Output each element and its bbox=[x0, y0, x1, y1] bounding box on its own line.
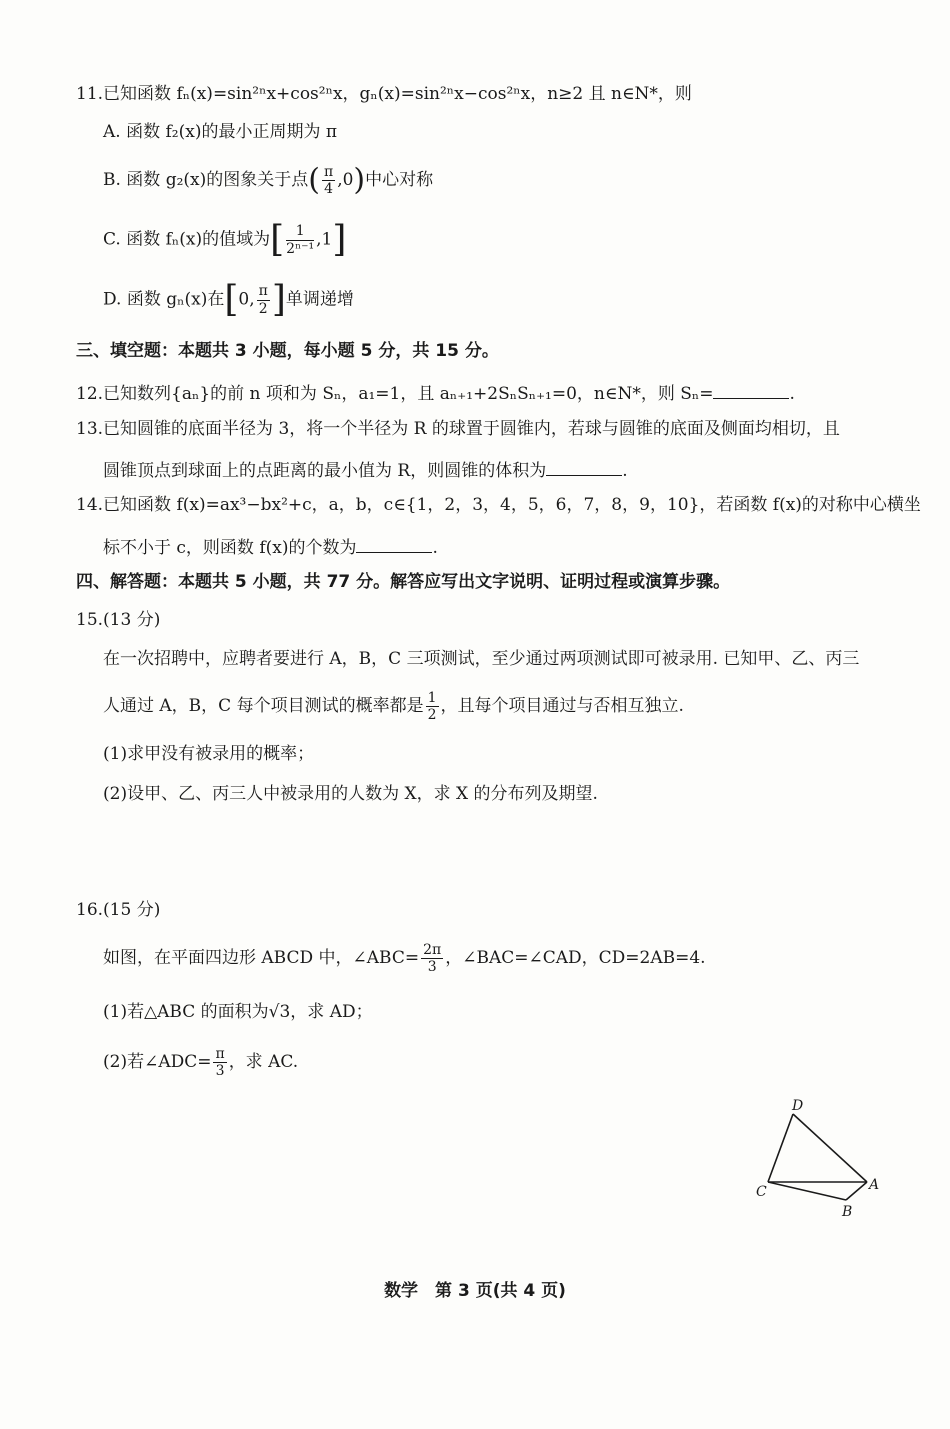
q13-answer-blank[interactable] bbox=[546, 459, 622, 476]
q11-option-b: B. 函数 g₂(x)的图象关于点( $\frac{\pi}{4}$ ,0)中心对称 bbox=[103, 162, 434, 198]
edge-cb bbox=[768, 1182, 846, 1200]
q16-paragraph: 如图，在平面四边形 ABCD 中，∠ABC= $\frac{2\pi}{3}$ ，∠BAC=∠CAD，CD=2AB=4. bbox=[103, 942, 706, 976]
section-3-heading: 三、填空题：本题共 3 小题，每小题 5 分，共 15 分。 bbox=[76, 341, 499, 361]
q11-option-b-text: B. 函数 g₂(x)的图象关于点 bbox=[103, 170, 309, 191]
q13-line2: 圆锥顶点到球面上的点距离的最小值为 R，则圆锥的体积为 . bbox=[103, 461, 628, 481]
q16-subquestion-2: (2)若∠ADC= $\frac{\pi}{3}$ ，求 AC. bbox=[103, 1046, 299, 1080]
q16-subquestion-1: (1)若△ABC 的面积为√3，求 AD； bbox=[103, 1002, 373, 1022]
q16-subquestion-2-fraction: $\frac{\pi}{3}$ bbox=[215, 1046, 225, 1080]
q14-line1: 14.已知函数 f(x)=ax³−bx²+c，a，b，c∈{1，2，3，4，5，6，7，8，9，10}，若函数 f(x)的对称中心横坐 bbox=[76, 495, 921, 515]
q14-line2: 标不小于 c，则函数 f(x)的个数为 . bbox=[103, 538, 438, 558]
edge-ba bbox=[846, 1182, 867, 1200]
q15-paragraph-line2: 人通过 A，B，C 每个项目测试的概率都是 $\frac{1}{2}$ ，且每个项目通过与否相互独立. bbox=[103, 690, 684, 724]
q16-heading: 16.(15 分) bbox=[76, 900, 161, 920]
q15-fraction: $\frac{1}{2}$ bbox=[427, 690, 437, 724]
q11-option-b-fraction: $\frac{\pi}{4}$ bbox=[323, 164, 334, 198]
section-4-heading: 四、解答题：本题共 5 小题，共 77 分。解答应写出文字说明、证明过程或演算步骤。 bbox=[76, 572, 731, 592]
q15-paragraph-line1: 在一次招聘中，应聘者要进行 A，B，C 三项测试，至少通过两项测试即可被录用. 已知甲、乙、丙三 bbox=[103, 649, 860, 669]
q15-heading: 15.(13 分) bbox=[76, 610, 161, 630]
q12-text: 12.已知数列{aₙ}的前 n 项和为 Sₙ，a₁=1，且 aₙ₊₁+2SₙSₙ₊₁=0，n∈N*，则 Sₙ= . bbox=[76, 384, 795, 404]
q14-answer-blank[interactable] bbox=[356, 536, 432, 553]
vertex-label-c: C bbox=[756, 1184, 767, 1200]
page-footer: 数学 第 3 页(共 4 页) bbox=[384, 1281, 566, 1301]
quadrilateral-figure bbox=[750, 1095, 890, 1225]
q15-subquestion-2: (2)设甲、乙、丙三人中被录用的人数为 X，求 X 的分布列及期望. bbox=[103, 784, 598, 804]
vertex-label-d: D bbox=[792, 1098, 804, 1114]
q12-answer-blank[interactable] bbox=[713, 382, 789, 399]
edge-dc bbox=[768, 1114, 793, 1182]
q11-stem: 11.已知函数 fₙ(x)=sin²ⁿx+cos²ⁿx，gₙ(x)=sin²ⁿx−cos²ⁿx，n≥2 且 n∈N*，则 bbox=[76, 84, 692, 104]
vertex-label-a: A bbox=[869, 1177, 880, 1193]
q11-option-b-tail: 中心对称 bbox=[365, 170, 434, 191]
q16-fraction: $\frac{2\pi}{3}$ bbox=[423, 942, 442, 976]
q11-option-c-fraction: $\frac{1}{\text{2ⁿ⁻¹}}$ bbox=[286, 223, 315, 257]
vertex-label-b: B bbox=[842, 1204, 853, 1220]
q15-subquestion-1: (1)求甲没有被录用的概率； bbox=[103, 744, 315, 764]
edge-da bbox=[793, 1114, 867, 1182]
q13-line1: 13.已知圆锥的底面半径为 3，将一个半径为 R 的球置于圆锥内，若球与圆锥的底面及侧面均相切，且 bbox=[76, 419, 840, 439]
q11-option-d: D. 函数 gₙ(x)在[0, $\frac{\pi}{2}$ ]单调递增 bbox=[103, 279, 354, 320]
q11-option-c: C. 函数 fₙ(x)的值域为[ $\frac{1}{\text{2ⁿ⁻¹}}$ ,1] bbox=[103, 219, 347, 260]
q11-option-d-fraction: $\frac{\pi}{2}$ bbox=[258, 283, 268, 317]
q11-option-a: A. 函数 f₂(x)的最小正周期为 π bbox=[103, 122, 338, 142]
